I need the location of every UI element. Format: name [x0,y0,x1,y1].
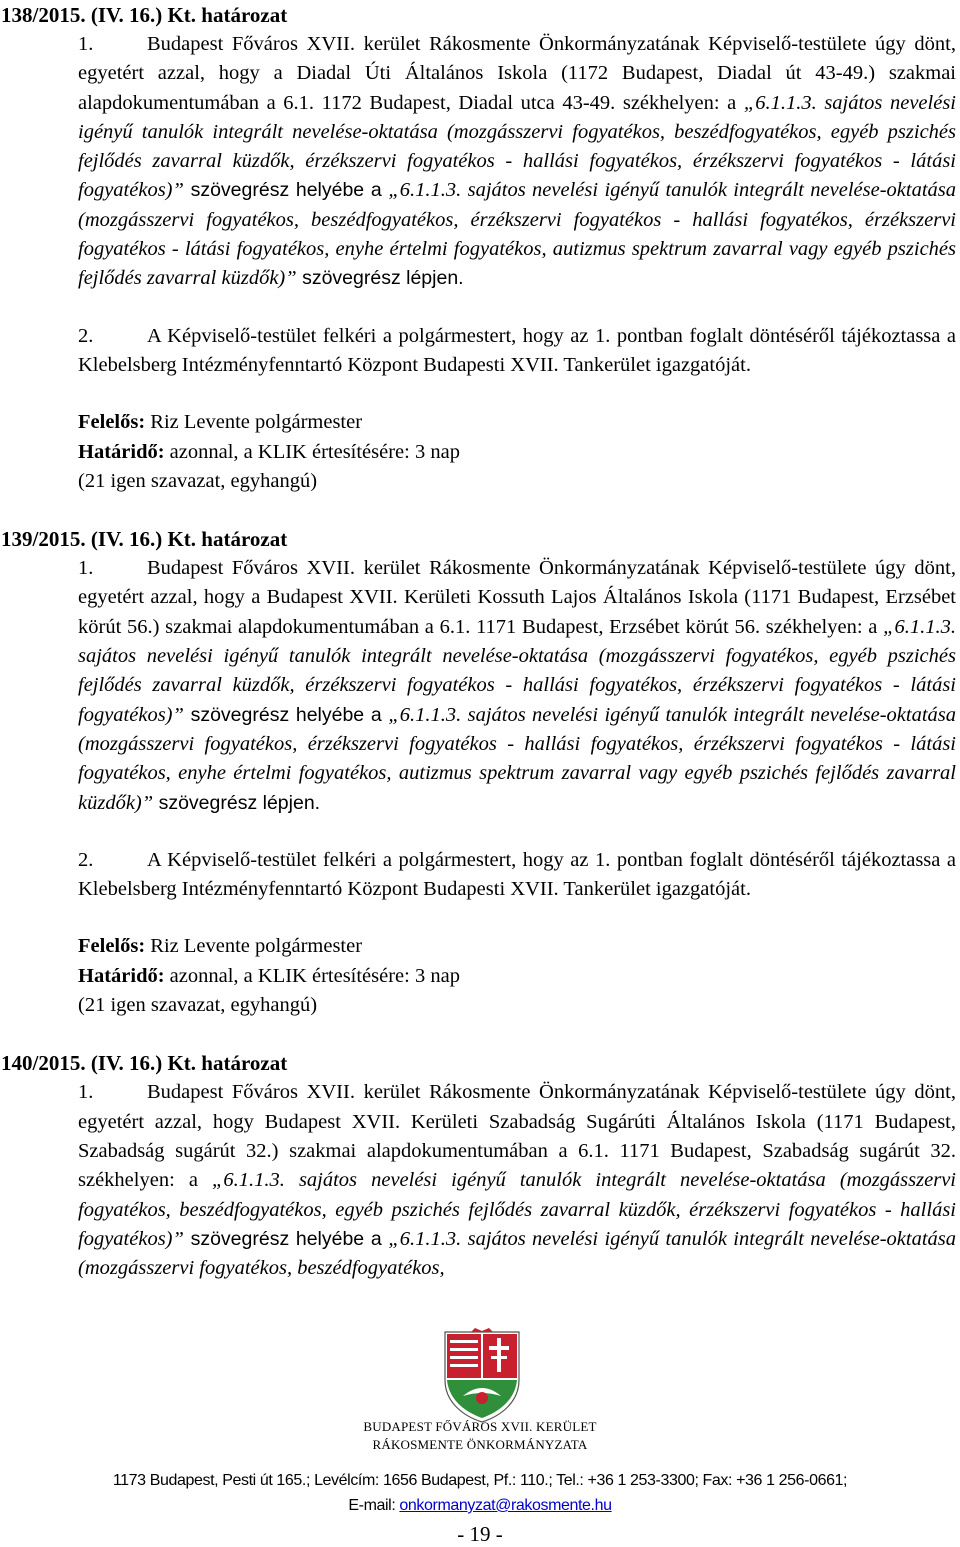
deadline-value: azonnal, a KLIK értesítésére: 3 nap [164,964,460,987]
point-number: 2. [78,324,94,347]
resolution-title: 139/2015. (IV. 16.) Kt. határozat [1,527,288,552]
institution-name [0,1418,960,1454]
responsible-label: Felelős: [78,935,146,958]
quoted-old-text: „6.1.1.3. sajátos nevelési igényű tanulók integrált nevelése-oktatása (mozgásszervi fogyatékos, beszédfogyatékos, egyéb pszichés fejlődés zavarral küzdők, érzékszervi fogyatékos - hallási fogyatékos, érzékszervi fogyatékos - látási fogyatékos)” [78,91,956,202]
contact-block [0,1468,960,1518]
point-text: Budapest Főváros XVII. kerület Rákosmente Önkormányzatának Képviselő-testülete úgy dönt, egyetért azzal, hogy a Diadal Úti Általános Iskola (1172 Budapest, Diadal út 43-49.) szakmai alapdokumentumában a 6.1. 1172 Budapest, Diadal utca 43-49. székhelyen: a [78,33,956,114]
quoted-new-text: „6.1.1.3. sajátos nevelési igényű tanulók integrált nevelése-oktatása (mozgásszervi fogyatékos, beszédfogyatékos, [78,1227,956,1280]
deadline-value: azonnal, a KLIK értesítésére: 3 nap [164,440,460,463]
point-text: A Képviselő-testület felkéri a polgármestert, hogy az 1. pontban foglalt döntéséről tájékoztassa a Klebelsberg Intézményfenntartó Központ Budapesti XVII. Tankerület igazgatóját. [78,848,956,901]
vote-result: (21 igen szavazat, egyhangú) [78,469,318,492]
resolution-point-1 [0,1078,958,1283]
point-text: szövegrész helyébe a [183,1227,389,1250]
point-text: szövegrész lépjen. [296,267,464,290]
contact-address: 1173 Budapest, Pesti út 165.; Levélcím: 1656 Budapest, Pf.: 110.; Tel.: +36 1 253-3300; Fax: +36 1 256-0661; [112,1472,848,1489]
point-text: Budapest Főváros XVII. kerület Rákosmente Önkormányzatának Képviselő-testülete úgy dönt, egyetért azzal, hogy a Budapest XVII. Kerületi Kossuth Lajos Általános Iskola (1171 Budapest, Erzsébet körút 56.) szakmai alapdokumentumában a 6.1. 1171 Budapest, Erzsébet körút 56. székhelyen: a [78,557,956,638]
deadline-label: Határidő: [78,440,165,463]
point-text: A Képviselő-testület felkéri a polgármestert, hogy az 1. pontban foglalt döntéséről tájékoztassa a Klebelsberg Intézményfenntartó Központ Budapesti XVII. Tankerület igazgatóját. [78,324,956,376]
resolution-title: 138/2015. (IV. 16.) Kt. határozat [1,3,288,27]
contact-email-line [0,1493,960,1518]
resolution-point-1 [0,554,958,818]
quoted-new-text: „6.1.1.3. sajátos nevelési igényű tanulók integrált nevelése-oktatása (mozgásszervi fogyatékos, beszédfogyatékos, érzékszervi fogyatékos - hallási fogyatékos, érzékszervi fogyatékos - látási fogyatékos, enyhe értelmi fogyatékos, autizmus spektrum zavarral vagy egyéb pszichés fejlődés zavarral küzdők)” [78,179,956,290]
deadline-label: Határidő: [78,964,165,987]
point-number: 1. [78,33,94,55]
responsible-value: Riz Levente polgármester [145,411,363,434]
resolution-point-2 [0,846,958,905]
deadline-line [0,962,958,991]
email-label: E-mail: [348,1497,400,1514]
resolution-point-2 [0,322,958,381]
quoted-old-text: „6.1.1.3. sajátos nevelési igényű tanulók integrált nevelése-oktatása (mozgásszervi fogyatékos, beszédfogyatékos, egyéb pszichés fejlődés zavarral küzdők, érzékszervi fogyatékos - hallási fogyatékos)” [78,1169,956,1250]
point-text: Budapest Főváros XVII. kerület Rákosmente Önkormányzatának Képviselő-testülete úgy dönt, egyetért azzal, hogy Budapest XVII. Kerületi Szabadság Sugárúti Általános Iskola (1171 Budapest, Szabadság sugárút 32.) szakmai alapdokumentumában a 6.1. 1171 Budapest, Szabadság sugárút 32. székhelyen: a [78,1081,956,1192]
page-number: - 19 - [457,1522,503,1546]
quoted-old-text: „6.1.1.3. sajátos nevelési igényű tanulók integrált nevelése-oktatása (mozgásszervi fogyatékos, egyéb pszichés fejlődés zavarral küzdők, érzékszervi fogyatékos - hallási fogyatékos, érzékszervi fogyatékos - látási fogyatékos)” [78,615,956,726]
deadline-line [0,438,958,467]
email-link[interactable]: onkormanyzat@rakosmente.hu [399,1497,612,1514]
responsible-label: Felelős: [78,411,146,434]
responsible-value: Riz Levente polgármester [145,935,363,958]
resolution-title: 140/2015. (IV. 16.) Kt. határozat [1,1051,288,1076]
point-text: szövegrész lépjen. [153,791,321,814]
vote-result: (21 igen szavazat, egyhangú) [78,994,318,1017]
point-text: szövegrész helyébe a [183,703,389,726]
point-number: 1. [78,1081,94,1104]
quoted-new-text: „6.1.1.3. sajátos nevelési igényű tanulók integrált nevelése-oktatása (mozgásszervi fogyatékos, érzékszervi fogyatékos - hallási fogyatékos, érzékszervi fogyatékos - látási fogyatékos, enyhe értelmi fogyatékos, autizmus spektrum zavarral vagy egyéb pszichés fejlődés zavarral küzdők)” [78,703,956,814]
resolution-point-1 [0,30,958,294]
institution-line-2: RÁKOSMENTE ÖNKORMÁNYZATA [372,1437,588,1452]
responsible-line [0,408,958,437]
coat-of-arms-icon [441,1328,523,1424]
point-number: 1. [78,557,94,580]
responsible-line [0,932,958,961]
point-number: 2. [78,848,94,871]
point-text: szövegrész helyébe a [183,179,389,202]
institution-line-1: BUDAPEST FŐVÁROS XVII. KERÜLET [363,1419,597,1434]
